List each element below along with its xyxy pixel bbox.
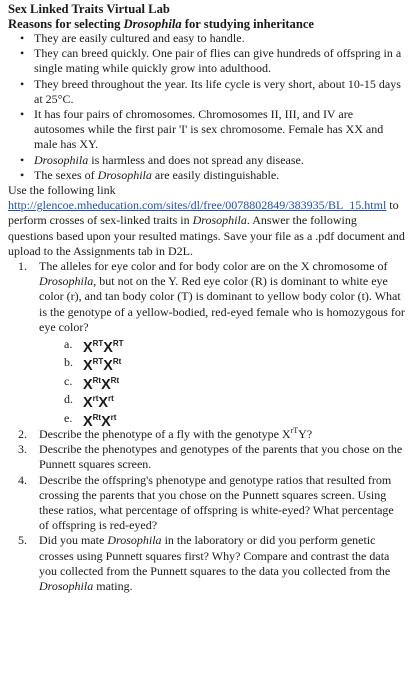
choice-d: d. $X^{rt}X^{rt}$ [64,392,114,412]
reason-item: • Drosophila is harmless and does not spread any disease. [20,152,304,167]
genotype-e: $X^{Rt}X^{rt}$ [83,412,117,430]
question-3: 3. Describe the phenotypes and genotypes of the parents that you chose on the Punnett squares screen. [18,442,403,472]
reason-item: • They breed throughout the year. Its life cycle is very short, about 10-15 days at 25°C. [20,76,401,106]
reason-item: • It has four pairs of chromosomes. Chromosomes II, III, and IV are autosomes while the first pair 'I' is sex chromosome. Female has XX and male has XY. [20,107,384,152]
choice-c: c. $X^{Rt}X^{Rt}$ [64,373,120,393]
genotype-c: $X^{Rt}X^{Rt}$ [83,375,120,393]
choice-b: b. $X^{RT}X^{Rt}$ [64,355,122,375]
reasons-heading: Reasons for selecting Drosophila for studying inheritance [8,16,314,31]
reason-item: • They are easily cultured and easy to handle. [20,31,245,45]
choice-e: e. $X^{Rt}X^{rt}$ [64,410,117,430]
questions-list [8,259,405,594]
intro-paragraph [8,183,405,259]
genotype-d: $X^{rt}X^{rt}$ [83,394,114,412]
page-title: Sex Linked Traits Virtual Lab [8,2,170,16]
genotype-a: $X^{RT}X^{RT}$ [83,339,124,357]
reason-item: • They can breed quickly. One pair of flies can give hundreds of offspring in a single mating while quickly grow into adulthood. [20,46,402,76]
bullet-icon: • [20,107,25,122]
bullet-icon: • [20,167,25,182]
question-5: 5. Did you mate Drosophila in the laboratory or did you perform genetic crosses using Punnett squares first? Why? Compare and contrast the data you collected from the Punnett squares to the data you collected from the Drosophila mating. [18,533,391,594]
intro-suffix: to perform crosses of sex-linked traits in Drosophila. Answer the following questions based upon your resulted matings. Save your file as a .pdf document and upload to the Assignments tab in D2L. [8,198,405,258]
bullet-icon: • [20,31,25,45]
question-1: 1. The alleles for eye color and for body color are on the X chromosome of Drosophila, but not on the Y. Red eye color (R) is dominant to white eye color (r), and tan body color (T) is dominant to yellow body color (t). What is the genotype of a yellow-bodied, red-eyed female who is homozygous for eye color? a. $X^{RT}X^{RT}$ b. $X^{RT}X^{Rt}$ c. $X^{Rt}X^{Rt}$ d. $X^{rt}X^{rt}$ e. $X^{Rt}X^{rt}$ [18,259,405,430]
question-2: 2. Describe the phenotype of a fly with the genotype $X^{rT}Y$? [18,426,313,442]
choice-a: a. $X^{RT}X^{RT}$ [64,337,124,357]
reasons-list [8,31,405,183]
reason-item: • The sexes of Drosophila are easily distinguishable. [20,167,280,182]
bullet-icon: • [20,46,25,61]
lab-link[interactable]: http://glencoe.mheducation.com/sites/dl/free/0078802849/383935/BL_15.html [8,198,387,213]
genotype-b: $X^{RT}X^{Rt}$ [83,357,122,375]
intro-prefix: Use the following link [8,183,116,198]
bullet-icon: • [20,152,25,167]
question-4: 4. Describe the offspring's phenotype and genotype ratios that resulted from crossing the parents that you chose on the Punnett squares screen. Using these ratios, what percentage of offspring is white-eyed? What percentage of offspring is red-eyed? [18,472,394,533]
bullet-icon: • [20,76,25,91]
answer-choices [39,335,405,430]
